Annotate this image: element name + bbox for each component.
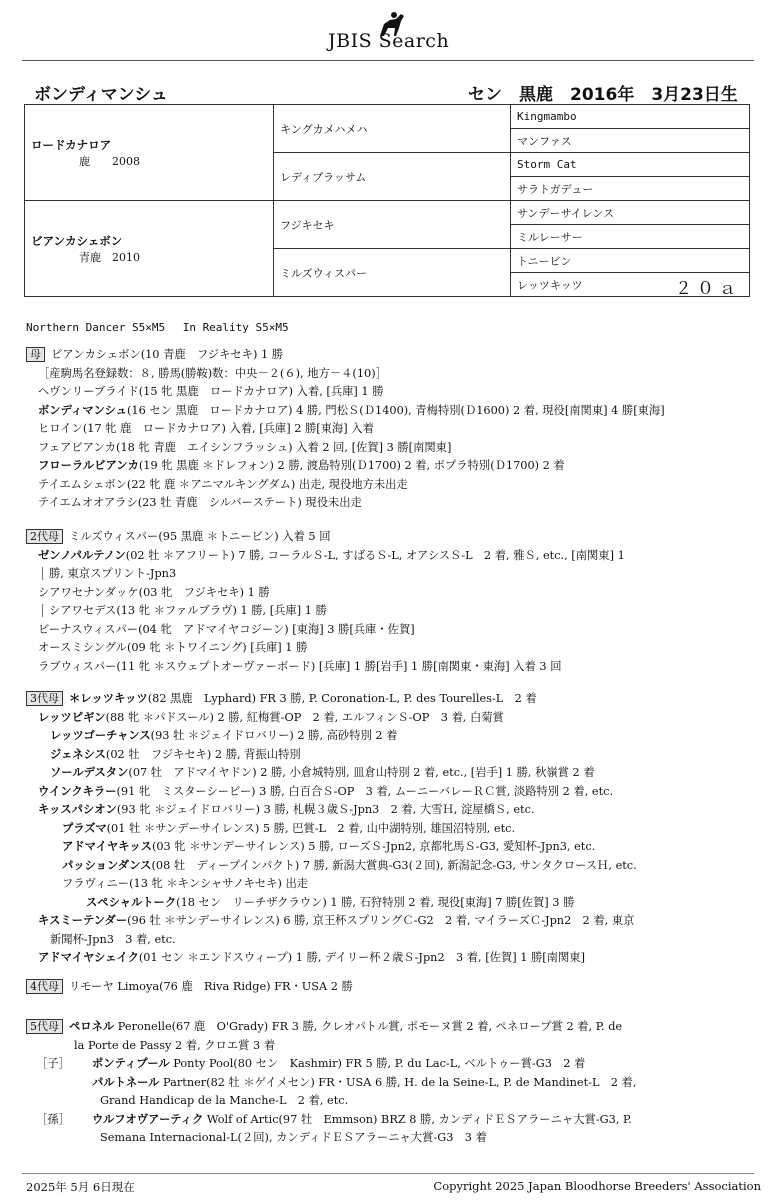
label-grandchild: ［孫］ — [36, 1112, 70, 1126]
dam-name[interactable]: ビアンカシェボン — [31, 233, 123, 248]
jbis-logo[interactable] — [328, 10, 468, 54]
dam5-line8: Grand Handicap de la Manche-L 2 着, etc. — [100, 1094, 349, 1107]
dam3-line23-detail: (96 牡 ＊サンデーサイレンス) 6 勝, 京王杯スプリングＣ-G2 2 着, マイラーズＣ-Jpn2 2 着, 東京 — [127, 914, 635, 927]
dam2-line3: 勝, 東京スプリント-Jpn3 — [42, 567, 176, 580]
dam1-line3-detail: (16 セン 黒鹿 ロードカナロア) 4 勝, 門松Ｓ(Ｄ1400), 青梅特別(Ｄ1600) 2 着, 現役[南関東] 4 勝[東海] — [126, 403, 665, 417]
dam2-foal-zennoparthenon[interactable]: ゼンノパルテノン — [38, 548, 126, 562]
horse-name: ボンディマンシュ — [34, 85, 168, 105]
dam5-foal-partner[interactable]: パルトネール — [92, 1075, 160, 1089]
tag-dam4: 4代母 — [26, 979, 63, 994]
dam1-foal-bondimanche[interactable]: ボンディマンシュ — [38, 403, 127, 417]
dam3-foal-kisspassion[interactable]: キッスパシオン — [38, 803, 117, 816]
dam1-line10: テイエムオオアラシ(23 牡 青鹿 シルバーステート) 現役未出走 — [38, 496, 362, 509]
dam1-line6: フェアビアンカ(18 牝 青鹿 エイシンフラッシュ) 入着 2 回, [佐賀] 3 勝[南関東] — [38, 440, 452, 454]
sire-color-year: 鹿 2008 — [79, 154, 140, 168]
dam3-line20: フラヴィニー(13 牝 ＊キンシャサノキセキ) 出走 — [62, 877, 309, 890]
dam1-line5: ヒロイン(17 牝 鹿 ロードカナロア) 入着, [兵庫] 2 勝[東海] 入着 — [38, 422, 374, 435]
dam3-detail: (82 黒鹿 Lyphard) FR 3 勝, P. Coronation-L, P. des Tourelles-L 2 着 — [147, 692, 537, 705]
sire-cell — [25, 105, 274, 201]
dam5-name[interactable]: ペロネル — [69, 1020, 115, 1033]
inbreeding-note: Northern Dancer S5×M5 In Reality S5×M5 — [26, 321, 289, 334]
dam1-line9: テイエムシェボン(22 牝 鹿 ＊アニマルキングダム) 出走, 現役地方未出走 — [38, 477, 408, 491]
dam3-line21-detail: (18 セン リーチザクラウン) 1 勝, 石狩特別 2 着, 現役[東海] 7 勝[佐賀] 3 勝 — [176, 895, 575, 909]
dam3-line25: 新聞杯-Jpn3 3 着, etc. — [50, 932, 176, 946]
dam5-line6-detail: Partner(82 牡 ＊ゲイメセン) FR・USA 6 勝, H. de la Seine-L, P. de Mandinet-L 2 着, — [159, 1075, 637, 1089]
dam1-line2: ヘヴンリーブライド(15 牝 黒鹿 ロードカナロア) 入着, [兵庫] 1 勝 — [38, 385, 384, 398]
dam3-foal-admirekiss[interactable]: アドマイヤキッス — [62, 840, 152, 853]
tag-dam3: 3代母 — [26, 691, 63, 706]
dam3-line6-detail: (02 牡 フジキセキ) 2 勝, 背振山特別 — [105, 747, 301, 761]
sire-dam-cell[interactable] — [274, 153, 511, 201]
ped-dds[interactable]: トニービン — [511, 249, 750, 273]
dam3-line10-detail: (91 牝 ミスターシービー) 3 勝, 白百合Ｓ-OP 3 着, ムーニーバレーＲＣ賞, 淡路特別 2 着, etc. — [116, 784, 614, 798]
dam3-line26-detail: (01 セン ＊エンドスウィープ) 1 勝, デイリー杯２歳Ｓ-Jpn2 3 着, [佐賀] 1 勝[南関東] — [138, 951, 585, 964]
dam3-foal-admireshake[interactable]: アドマイヤシェイク — [38, 951, 139, 964]
family-number: ２０ａ — [675, 279, 741, 299]
footer-copyright: Copyright 2025 Japan Bloodhorse Breeders' Association — [433, 1179, 761, 1193]
dam2-line4: シアワセナンダッケ(03 牝 フジキセキ) 1 勝 — [38, 585, 270, 599]
dam1-line7-detail: (19 牝 黒鹿 ＊ドレフォン) 2 勝, 渡島特別(Ｄ1700) 2 着, ポプラ特別(Ｄ1700) 2 着 — [138, 459, 565, 472]
dam5-line12: Semana Internacional-L(２回), カンディドＥＳアラーニャ大賞-G3 3 着 — [100, 1131, 487, 1144]
dam3-foal-letsgochance[interactable]: レッツゴーチャンス — [50, 729, 151, 742]
tag-dam2: 2代母 — [26, 529, 63, 544]
dam2-line6: ビーナスウィスパー(04 牝 アドマイヤコジーン) [東海] 3 勝[兵庫・佐賀] — [38, 622, 415, 636]
horse-info: セン 黒鹿 2016年 3月23日生 — [468, 85, 738, 105]
dam3-line14-detail: (01 牡 ＊サンデーサイレンス) 5 勝, 巴賞-L 2 着, 山中湖特別, 雄国沼特別, etc. — [106, 821, 516, 835]
dam2-line7: オースミシングル(09 牝 ＊トワイニング) [兵庫] 1 勝 — [38, 641, 308, 654]
section-dam2 — [26, 528, 766, 676]
dam3-foal-passiondance[interactable]: パッションダンス — [62, 858, 152, 872]
section-dam4 — [26, 978, 766, 997]
dam1-line0: ビアンカシェボン(10 青鹿 フジキセキ) 1 勝 — [51, 348, 284, 361]
dam1-foal-floralbianca[interactable]: フローラルビアンカ — [38, 459, 139, 472]
sire-sire-name: キングカメハメハ — [280, 122, 368, 136]
dam-sire-cell[interactable] — [274, 201, 511, 249]
ped-sds[interactable]: Storm Cat — [511, 153, 750, 177]
dam3-line2-detail: (88 牝 ＊パドスール) 2 勝, 紅梅賞-OP 2 着, エルフィンＳ-OP 3 着, 白菊賞 — [105, 710, 504, 724]
logo-text: JBIS Search — [328, 30, 450, 52]
dam-dam-cell[interactable] — [274, 249, 511, 297]
dam5-foal-pontypool[interactable]: ポンティプール — [92, 1057, 170, 1070]
section-dam5 — [26, 1018, 766, 1148]
dam5-line2: la Porte de Passy 2 着, クロエ賞 3 着 — [74, 1038, 276, 1052]
sire-name[interactable]: ロードカナロア — [31, 137, 112, 152]
dam3-foal-specialtalk[interactable]: スペシャルトーク — [86, 895, 177, 909]
dam3-line18-detail: (08 牡 ディープインパクト) 7 勝, 新潟大賞典-G3(２回), 新潟記念-G3, サンタクロースＨ, etc. — [151, 858, 637, 872]
dam4-line0: リモーヤ Limoya(76 鹿 Riva Ridge) FR・USA 2 勝 — [69, 980, 353, 993]
dam3-line4-detail: (93 牡 ＊ジェイドロバリー) 2 勝, 高砂特別 2 着 — [150, 729, 398, 742]
dam3-foal-genesis[interactable]: ジェネシス — [50, 747, 106, 761]
dam2-line8: ラブウィスパー(11 牝 ＊スウェプトオーヴァーボード) [兵庫] 1 勝[岩手] 1 勝[南関東・東海] 入着 3 回 — [38, 659, 562, 673]
pedigree-table — [24, 104, 750, 297]
dam-color-year: 青鹿 2010 — [79, 250, 140, 264]
dam3-foal-kissmetender[interactable]: キスミーテンダー — [38, 914, 128, 927]
ped-ddd-cell[interactable] — [511, 273, 750, 297]
header-divider — [22, 60, 754, 61]
dam-dam-name: ミルズウィスパー — [280, 266, 368, 280]
dam-cell — [25, 201, 274, 297]
dam2-line5: シアワセデス(13 牝 ＊ファルブラヴ) 1 勝, [兵庫] 1 勝 — [42, 604, 327, 617]
ped-sss[interactable]: Kingmambo — [511, 105, 750, 129]
tag-dam1: 母 — [26, 347, 45, 362]
sire-dam-name: レディブラッサム — [280, 170, 367, 184]
dam5-foal-wolfofartic[interactable]: ウルフオヴアーティク — [92, 1112, 204, 1126]
dam5-detail: Peronelle(67 鹿 O'Grady) FR 3 勝, クレオパトル賞, ポモーヌ賞 2 着, ペネロープ賞 2 着, P. de — [114, 1020, 623, 1033]
tag-dam5: 5代母 — [26, 1019, 63, 1034]
dam3-name[interactable]: ＊レッツキッツ — [69, 692, 148, 705]
dam5-line4-detail: Ponty Pool(80 セン Kashmir) FR 5 勝, P. du Lac-L, ベルトゥー賞-G3 2 着 — [169, 1057, 586, 1070]
dam3-line12-detail: (93 牝 ＊ジェイドロバリー) 3 勝, 札幌３歳Ｓ-Jpn3 2 着, 大雪Ｈ, 淀屋橋Ｓ, etc. — [116, 803, 535, 816]
section-dam3 — [26, 690, 766, 968]
dam3-line16-detail: (03 牝 ＊サンデーサイレンス) 5 勝, ローズＳ-Jpn2, 京都牝馬Ｓ-G3, 愛知杯-Jpn3, etc. — [151, 840, 596, 853]
dam3-foal-winkkiller[interactable]: ウインクキラー — [38, 784, 117, 798]
dam3-foal-letspigin[interactable]: レッツピギン — [38, 710, 106, 724]
dam2-line0: ミルズウィスパー(95 黒鹿 ＊トニービン) 入着 5 回 — [69, 530, 331, 543]
dam3-line8-detail: (07 牡 アドマイヤドン) 2 勝, 小倉城特別, 皿倉山特別 2 着, etc., [岩手] 1 勝, 秋嶺賞 2 着 — [128, 766, 595, 779]
dam-sire-name: フジキセキ — [280, 218, 335, 232]
ped-dss[interactable]: サンデーサイレンス — [511, 201, 750, 225]
footer-date: 2025年 5月 6日現在 — [26, 1180, 135, 1194]
ped-ddd: レッツキッツ — [517, 278, 583, 292]
ped-dsd[interactable]: ミルレーサー — [511, 225, 750, 249]
dam5-line10-detail: Wolf of Artic(97 牡 Emmson) BRZ 8 勝, カンディドＥＳアラーニャ大賞-G3, P. — [203, 1112, 632, 1126]
section-dam1 — [26, 346, 766, 513]
label-child: ［子］ — [36, 1057, 70, 1070]
dam2-line1-detail: (02 牡 ＊アフリート) 7 勝, コーラルＳ-L, すばるＳ-L, オアシスＳ-L 2 着, 雅Ｓ, etc., [南関東] 1 — [125, 548, 625, 562]
ped-ssd[interactable]: マンファス — [511, 129, 750, 153]
sire-sire-cell[interactable] — [274, 105, 511, 153]
dam1-line1: ［産駒馬名登録数：８, 勝馬(勝鞍)数：中央－２(６), 地方－４(10)］ — [38, 366, 387, 380]
footer-divider — [22, 1173, 754, 1174]
dam3-foal-souldestin[interactable]: ソールデスタン — [50, 766, 129, 779]
dam3-foal-plasma[interactable]: プラズマ — [62, 821, 107, 835]
ped-sdd[interactable]: サラトガデュー — [511, 177, 750, 201]
